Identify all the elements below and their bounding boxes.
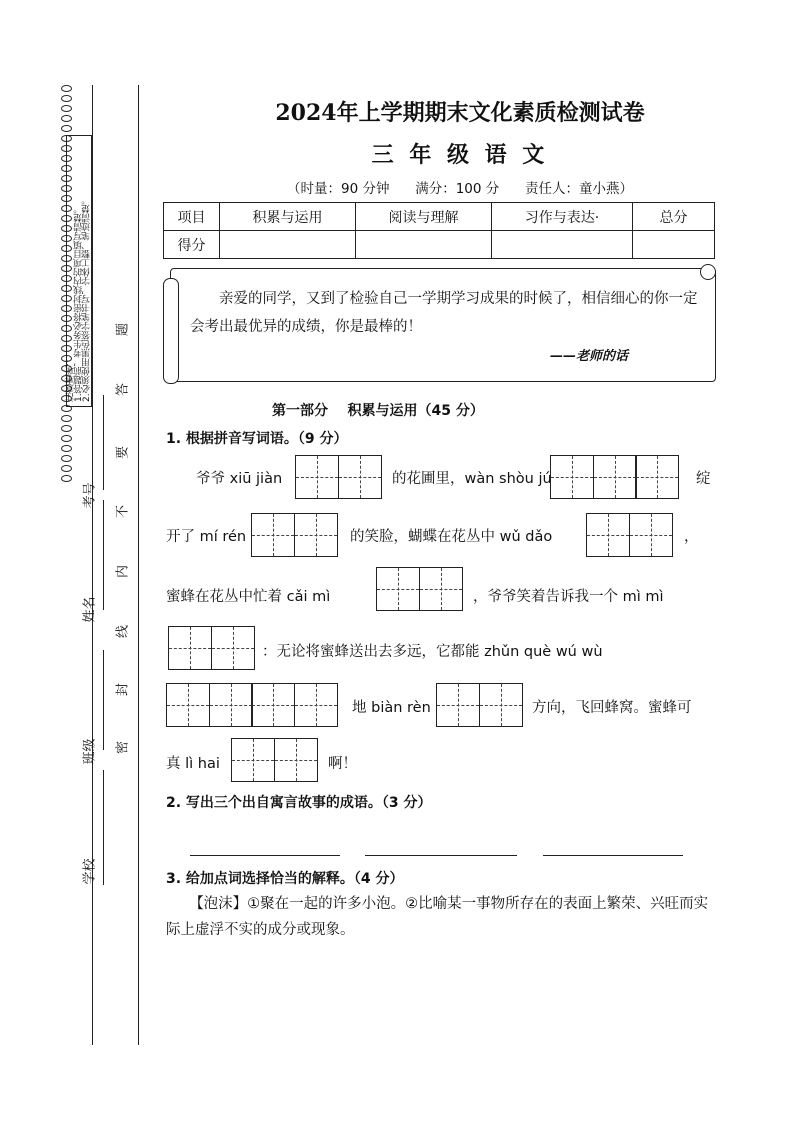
notes-text: 注意事项： 1.答题前，考生务必将密封线内的项目填写清楚。 2.必须使用黑色签字笔书写，字体工整、笔迹清楚。 [66, 195, 92, 402]
score-table [163, 202, 715, 259]
answer-boxes-wudao[interactable] [586, 513, 673, 557]
char-box[interactable] [629, 513, 673, 557]
seal-char: 密 [115, 741, 131, 755]
char-box[interactable] [586, 513, 630, 557]
q1-text: 的笑脸，蝴蝶在花丛中 wǔ dǎo [350, 529, 553, 545]
answer-boxes-wanshouju[interactable] [550, 455, 679, 499]
scroll-right-roll [700, 264, 716, 280]
q3-definition: 【泡沫】①聚在一起的许多小泡。②比喻某一事物所存在的表面上繁荣、兴旺而实际上虚浮不实的成分或现象。 [166, 896, 709, 938]
score-header-cell: 积累与运用 [220, 203, 356, 231]
q1-text: ，爷爷笑着告诉我一个 mì mì [473, 589, 664, 605]
answer-boxes-bianren[interactable] [436, 683, 523, 727]
binding-line-inner [92, 85, 93, 1045]
idiom-answer-line[interactable] [365, 855, 517, 856]
name-input-line[interactable] [103, 500, 104, 610]
char-box[interactable] [251, 683, 295, 727]
answer-boxes-miren[interactable] [251, 513, 338, 557]
page-title: 2024年上学期期末文化素质检测试卷 [275, 100, 645, 126]
seal-char: 题 [115, 323, 131, 337]
char-box[interactable] [338, 455, 382, 499]
teacher-signature: ——老师的话 [550, 349, 629, 364]
char-box[interactable] [274, 738, 318, 782]
answer-boxes-caimi[interactable] [376, 567, 463, 611]
teacher-message: 亲爱的同学，又到了检验自己一学期学习成果的时候了，相信细心的你一定会考出最优异的成绩，你是最棒的！ [190, 291, 698, 335]
score-table-header-row [164, 203, 715, 231]
seal-char: 内 [115, 565, 131, 579]
exam-no-input-line[interactable] [103, 395, 104, 490]
q1-text: 爷爷 xiū jiàn [196, 471, 283, 487]
q1-text: ， [684, 529, 699, 545]
score-header-cell: 项目 [164, 203, 220, 231]
q1-text: 真 lì hai [166, 756, 220, 772]
idiom-answer-line[interactable] [190, 855, 340, 856]
score-row-label: 得分 [164, 231, 220, 259]
char-box[interactable] [436, 683, 480, 727]
char-box[interactable] [211, 626, 255, 670]
q1-title: 1. 根据拼音写词语。（9 分） [166, 431, 348, 447]
q2-title: 2. 写出三个出自寓言故事的成语。（3 分） [166, 795, 432, 811]
name-label: 姓名 [82, 596, 98, 623]
q1-text: 啊！ [328, 756, 357, 772]
idiom-answer-line[interactable] [543, 855, 683, 856]
answer-boxes-lihai[interactable] [231, 738, 318, 782]
score-cell[interactable] [220, 231, 356, 259]
exam-no-label: 考号 [82, 482, 98, 509]
answer-boxes-mimi[interactable] [168, 626, 255, 670]
school-label: 学校 [82, 858, 98, 885]
seal-char: 不 [115, 505, 131, 519]
q1-text: 蜜蜂在花丛中忙着 cǎi mì [166, 589, 331, 605]
char-box[interactable] [295, 455, 339, 499]
q1-text: 的花圃里，wàn shòu jú [392, 471, 552, 487]
q3-title: 3. 给加点词选择恰当的解释。（4 分） [166, 871, 404, 887]
seal-char: 线 [115, 625, 131, 639]
class-label: 班级 [82, 738, 98, 765]
char-box[interactable] [593, 455, 637, 499]
score-header-cell: 总分 [633, 203, 715, 231]
char-box[interactable] [168, 626, 212, 670]
char-box[interactable] [635, 455, 679, 499]
part1-heading: 第一部分 积累与运用（45 分） [272, 403, 484, 419]
class-input-line[interactable] [103, 650, 104, 750]
char-box[interactable] [479, 683, 523, 727]
answer-boxes-xiujian[interactable] [295, 455, 382, 499]
score-cell[interactable] [633, 231, 715, 259]
seal-char: 答 [115, 383, 131, 397]
char-box[interactable] [419, 567, 463, 611]
school-input-line[interactable] [103, 770, 104, 885]
score-cell[interactable] [492, 231, 633, 259]
char-box[interactable] [550, 455, 594, 499]
char-box[interactable] [231, 738, 275, 782]
char-box[interactable] [251, 513, 295, 557]
score-header-cell: 习作与表达· [492, 203, 633, 231]
seal-char: 要 [115, 446, 131, 460]
char-box[interactable] [166, 683, 210, 727]
char-box[interactable] [209, 683, 253, 727]
char-box[interactable] [294, 513, 338, 557]
q1-text: 绽 [696, 471, 711, 487]
score-table-score-row [164, 231, 715, 259]
page-subtitle: 三 年 级 语 文 [371, 142, 549, 168]
answer-boxes-zhunquewuwu[interactable] [166, 683, 338, 727]
exam-info: （时量：90 分钟 满分：100 分 责任人：童小燕） [286, 181, 634, 197]
score-header-cell: 阅读与理解 [356, 203, 492, 231]
q1-text: ：无论将蜜蜂送出去多远，它都能 zhǔn què wú wù [262, 644, 603, 660]
binding-seal-line [138, 85, 139, 1045]
q1-text: 方向，飞回蜂窝。蜜蜂可 [532, 700, 692, 716]
score-cell[interactable] [356, 231, 492, 259]
q1-text: 地 biàn rèn [352, 700, 431, 716]
q1-text: 开了 mí rén [166, 529, 247, 545]
char-box[interactable] [294, 683, 338, 727]
scroll-left-roll [163, 278, 179, 384]
seal-char: 封 [115, 683, 131, 697]
char-box[interactable] [376, 567, 420, 611]
